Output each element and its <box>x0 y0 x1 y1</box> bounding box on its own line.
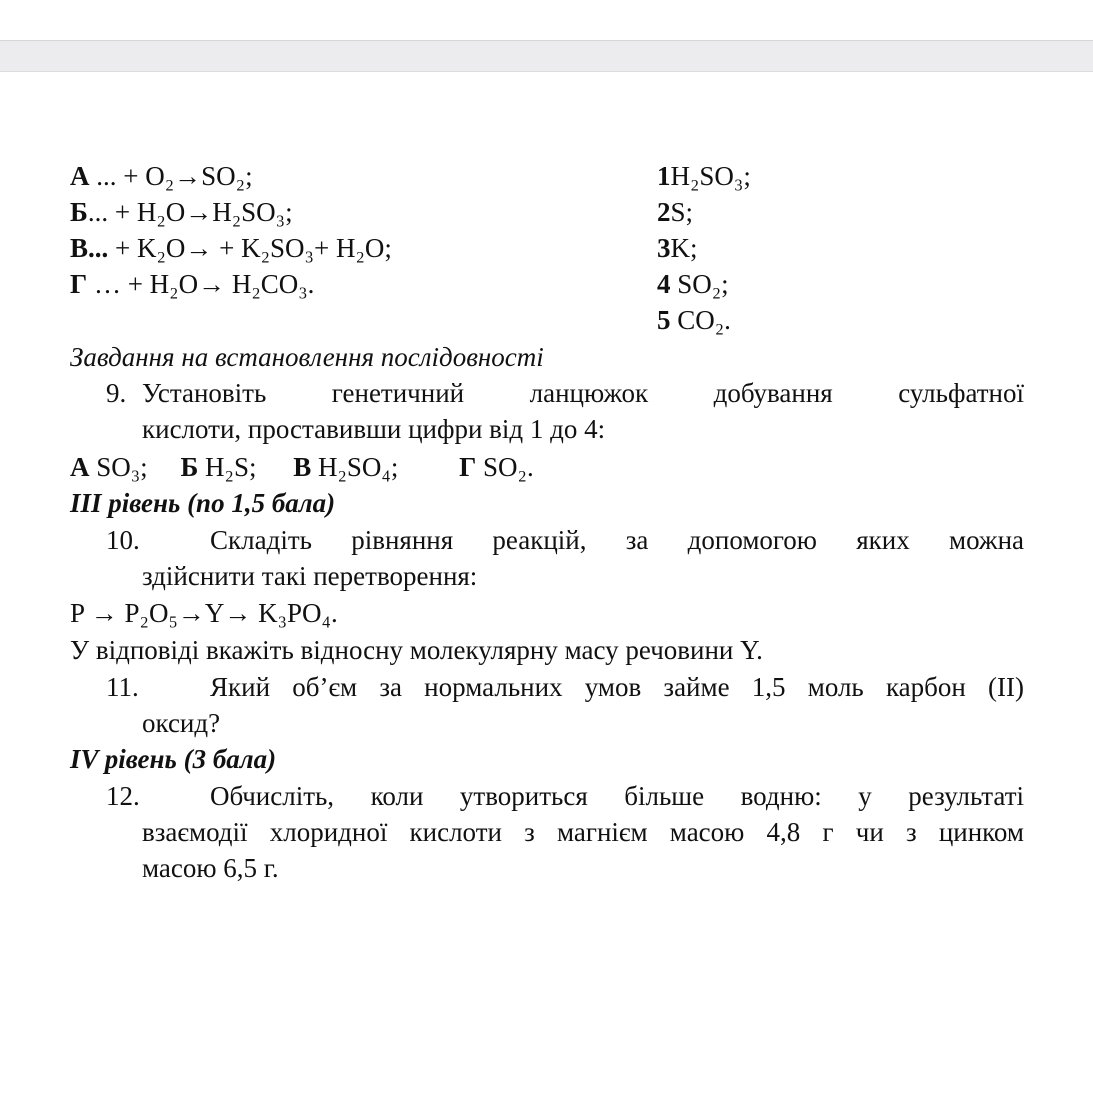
match-text: ... + H₂O→H₂SO₃; <box>87 197 293 227</box>
match-label: Б <box>70 197 88 227</box>
task9-line2: кислоти, проставивши цифри від 1 до 4: <box>142 414 606 444</box>
match-label: А <box>70 161 90 191</box>
toolbar-strip <box>0 40 1093 72</box>
match-text: H₂SO₃; <box>670 161 751 191</box>
match-label: Г <box>70 269 88 299</box>
task12-line1: Обчисліть, коли утвориться більше водню: у результаті <box>210 781 1024 811</box>
task10-number: 10. <box>106 525 140 555</box>
option-text: H₂SO₄; <box>318 452 399 482</box>
task9-line1: Установіть генетичний ланцюжок добування сульфатної <box>142 378 1024 408</box>
task12-line3: масою 6,5 г. <box>142 853 279 883</box>
match-label: 4 <box>657 269 671 299</box>
match-text: CO₂. <box>677 305 731 335</box>
match-text: SO₂; <box>677 269 729 299</box>
option-label: Г <box>459 452 477 482</box>
match-label: 2 <box>657 197 671 227</box>
option-label: Б <box>180 452 199 482</box>
task9-options <box>70 449 534 485</box>
match-label: 5 <box>657 305 671 335</box>
match-left-b <box>70 194 293 230</box>
match-right-1 <box>657 158 751 194</box>
task12-number: 12. <box>106 781 140 811</box>
option-text: SO₃; <box>96 452 148 482</box>
task9-number: 9. <box>106 378 127 408</box>
task10-line1: Складіть рівняння реакцій, за допомогою яких можна <box>210 525 1024 555</box>
match-text: S; <box>670 197 694 227</box>
match-left-a <box>70 158 253 194</box>
task10-chain: P → P₂O₅→Y→ K₃PO₄. <box>70 598 338 628</box>
match-label: 3 <box>657 233 671 263</box>
viewer-top-bar <box>0 0 1093 72</box>
level4-heading: IV рівень (3 бала) <box>70 744 277 774</box>
task11-number: 11. <box>106 672 139 702</box>
match-right-3 <box>657 230 698 266</box>
sequence-heading: Завдання на встановлення послідовності <box>70 342 544 372</box>
match-text: ... + O₂→SO₂; <box>96 161 253 191</box>
option-label: В <box>293 452 312 482</box>
option-text: H₂S; <box>205 452 257 482</box>
match-right-4 <box>657 266 729 302</box>
match-left-g <box>70 266 314 302</box>
match-label: В... <box>70 233 109 263</box>
option-label: А <box>70 452 90 482</box>
match-text: K; <box>670 233 698 263</box>
task11-line2: оксид? <box>142 708 221 738</box>
match-label: 1 <box>657 161 671 191</box>
match-right-2 <box>657 194 693 230</box>
task10-answer-note: У відповіді вкажіть відносну молекулярну масу речовини Y. <box>70 635 763 665</box>
match-right-5 <box>657 302 731 338</box>
task12-line2: взаємодії хлоридної кислоти з магнієм масою 4,8 г чи з цинком <box>142 817 1024 847</box>
level3-heading: ІІІ рівень (по 1,5 бала) <box>70 488 336 518</box>
option-text: SO₂. <box>483 452 534 482</box>
task11-line1: Який об’єм за нормальних умов займе 1,5 моль карбон (II) <box>210 672 1024 702</box>
match-text: + K₂O→ + K₂SO₃+ H₂O; <box>108 233 392 263</box>
match-left-v <box>70 230 392 266</box>
match-text: … + H₂O→ H₂CO₃. <box>93 269 315 299</box>
task10-line2: здійснити такі перетворення: <box>142 561 478 591</box>
